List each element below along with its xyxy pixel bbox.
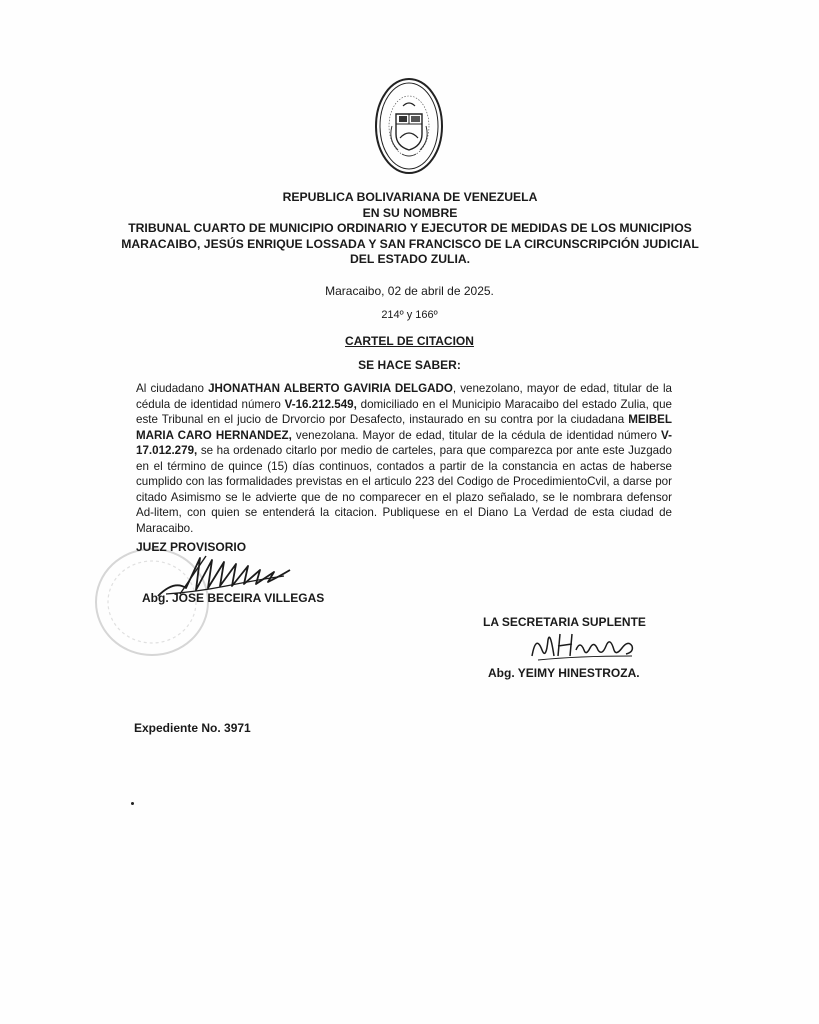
header-in-his-name: EN SU NOMBRE — [362, 205, 458, 220]
secretary-name: Abg. YEIMY HINESTROZA. — [488, 666, 640, 680]
court-seal-icon — [374, 76, 444, 176]
header-state: DEL ESTADO ZULIA. — [349, 252, 471, 266]
citation-body — [136, 381, 672, 536]
plaintiff-id: V-17.012.279, — [136, 428, 673, 457]
years-line: 214º y 166º — [381, 309, 438, 321]
body-text-1: Al ciudadano — [136, 382, 209, 395]
judge-title: JUEZ PROVISORIO — [136, 540, 247, 554]
body-text-2: , venezolano, mayor de edad, titular de la cédula de identidad número — [136, 382, 673, 411]
hace-saber-heading: SE HACE SABER: — [358, 358, 461, 372]
header-court-name: TRIBUNAL CUARTO DE MUNICIPIO ORDINARIO Y EJECUTOR DE MEDIDAS DE LOS MUNICIPIOS — [128, 221, 692, 235]
body-text-5: se ha ordenado citarlo por medio de carteles, para que comparezca por ante este Juzgado en el término de quince (15) días continuos, contados a partir de la constancia en actas de haberse cumplido con las formalidades previstas en el articulo 223 del Codigo de ProcedimientoCvil, a darse por citado Asimismo se le advierte que de no comparecer en el plazo señalado, se le nombrara defensor Ad-litem, con quien se entenderá la citacion. Publiquese en el Diano La Verdad de esta ciudad de Maracaibo. — [136, 444, 672, 535]
body-text-4: venezolana. Mayor de edad, titular de la cédula de identidad número — [291, 428, 662, 442]
secretary-signature-icon — [528, 626, 638, 662]
stray-mark — [131, 802, 134, 805]
secretary-signature-block — [480, 610, 650, 685]
secretary-title: LA SECRETARIA SUPLENTE — [483, 615, 646, 629]
judge-signature-block — [136, 540, 376, 620]
judge-name: Abg. JOSE BECEIRA VILLEGAS — [142, 591, 325, 605]
place-date: Maracaibo, 02 de abril de 2025. — [325, 284, 494, 298]
defendant-name: JHONATHAN ALBERTO GAVIRIA DELGADO — [208, 382, 453, 395]
header-court-jurisdiction: MARACAIBO, JESÚS ENRIQUE LOSSADA Y SAN FRANCISCO DE LA CIRCUNSCRIPCIÓN JUDICIAL — [121, 236, 699, 251]
body-text-3: domiciliado en el Municipio Maracaibo del estado Zulia, que este Tribunal en el jucio de Drvorcio por Desafecto, instaurado en su contra por la ciudadana — [136, 397, 672, 426]
header-country: REPUBLICA BOLIVARIANA DE VENEZUELA — [282, 190, 538, 204]
plaintiff-name: MEIBEL MARIA CARO HERNANDEZ, — [136, 413, 672, 442]
cartel-title: CARTEL DE CITACION — [345, 334, 474, 348]
document-header — [100, 190, 720, 268]
case-file-number: Expediente No. 3971 — [134, 721, 251, 735]
defendant-id: V-16.212.549, — [284, 397, 357, 411]
